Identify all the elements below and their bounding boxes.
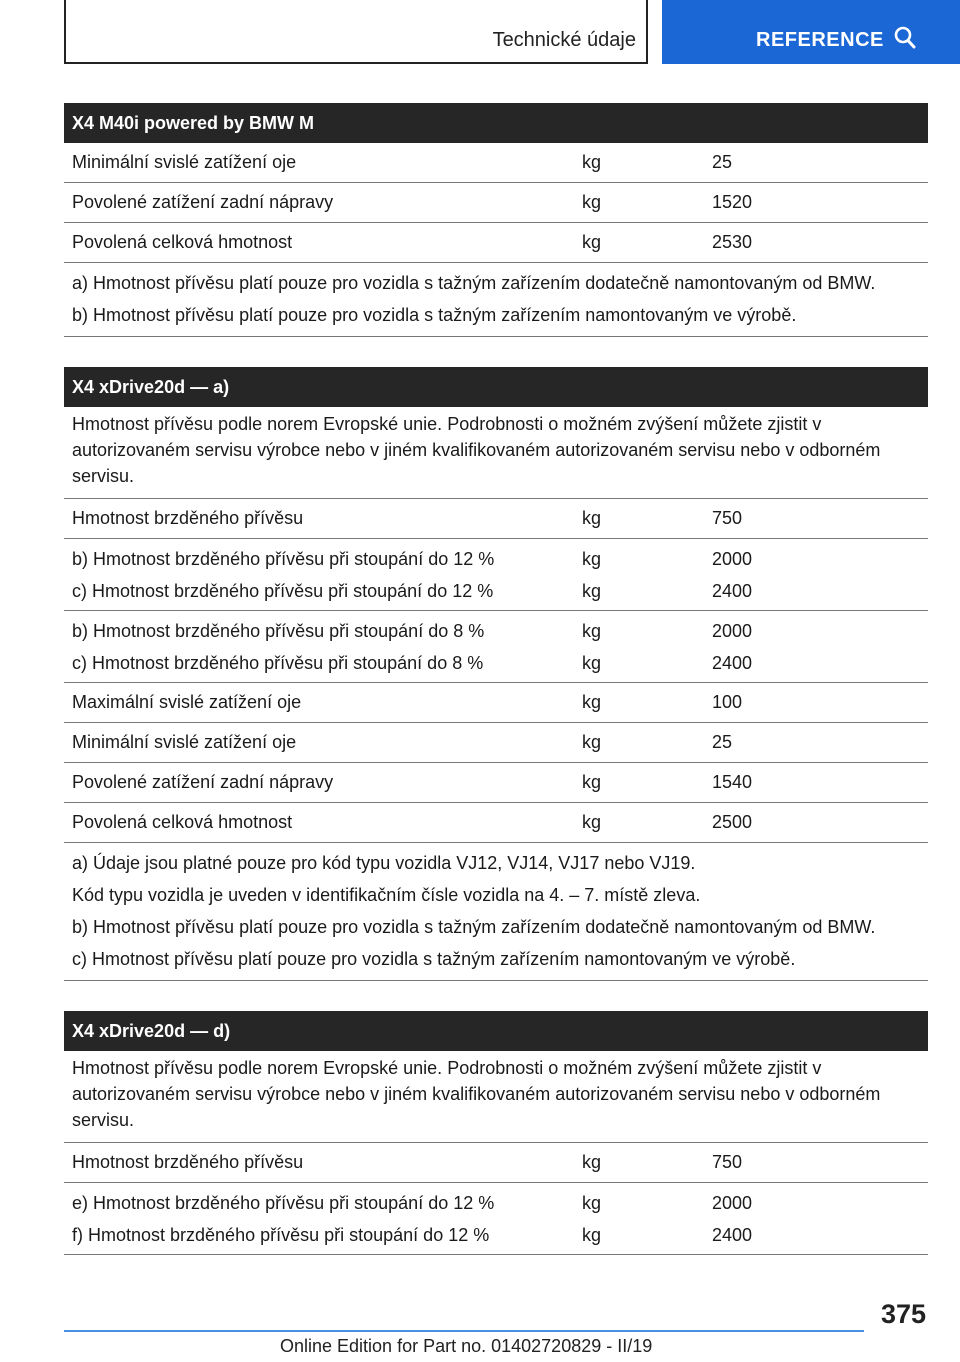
reference-tab[interactable] [662, 0, 960, 64]
row-label: c) Hmotnost brzděného přívěsu při stoupání do 12 % [72, 581, 494, 601]
row-label: e) Hmotnost brzděného přívěsu při stoupání do 12 % [72, 1193, 495, 1213]
row-value: 2400 [712, 653, 753, 673]
table-row [64, 499, 928, 539]
section-intro: Hmotnost přívěsu podle norem Evropské unie. Podrobnosti o možném zvýšení můžete zjistit v autorizovaném servisu výrobce nebo v jiném kvalifikovaném autorizovaném servisu nebo v odborném servisu. [64, 1051, 928, 1143]
section-heading: X4 xDrive20d — d) [64, 1011, 928, 1051]
row-unit: kg [582, 1152, 602, 1172]
table-row [64, 723, 928, 763]
row-value: 25 [712, 152, 733, 172]
row-values [712, 1183, 928, 1254]
row-label: b) Hmotnost brzděného přívěsu při stoupání do 12 % [72, 549, 495, 569]
row-units [582, 611, 712, 682]
row-label: Hmotnost brzděného přívěsu [72, 508, 304, 528]
footnote: b) Hmotnost přívěsu platí pouze pro vozidla s tažným zařízením dodatečně namontovaným od BMW. [72, 917, 876, 937]
header-section-tab [64, 0, 648, 64]
section-x4-m40i [64, 103, 928, 337]
row-value: 2400 [712, 1225, 753, 1245]
search-icon[interactable] [894, 26, 916, 55]
row-value: 2000 [712, 1193, 753, 1213]
edition-text: Online Edition for Part no. 01402720829 - II/19 [280, 1336, 653, 1356]
content [64, 103, 928, 1285]
table-row [64, 143, 928, 183]
section-title: Technické údaje [492, 29, 636, 51]
row-unit: kg [582, 508, 602, 528]
footnotes [64, 843, 928, 981]
table-row [64, 1143, 928, 1183]
row-value: 1520 [712, 192, 753, 212]
row-label: Minimální svislé zatížení oje [72, 152, 297, 172]
row-label: Povolená celková hmotnost [72, 232, 293, 252]
footnotes [64, 263, 928, 337]
footnote: a) Údaje jsou platné pouze pro kód typu vozidla VJ12, VJ14, VJ17 nebo VJ19. [72, 853, 696, 873]
section-x4-xdrive20d-d [64, 1011, 928, 1255]
row-unit: kg [582, 692, 602, 712]
footer-divider [64, 1330, 864, 1332]
row-value: 2000 [712, 621, 753, 641]
row-unit: kg [582, 549, 602, 569]
reference-label: REFERENCE [756, 29, 884, 51]
row-units [582, 1183, 712, 1254]
row-unit: kg [582, 152, 602, 172]
section-x4-xdrive20d-a [64, 367, 928, 981]
table-row [64, 1183, 928, 1255]
table-row [64, 803, 928, 843]
row-label: Maximální svislé zatížení oje [72, 692, 302, 712]
page-number: 375 [880, 1299, 926, 1329]
row-values [712, 539, 928, 610]
footnote: a) Hmotnost přívěsu platí pouze pro vozidla s tažným zařízením dodatečně namontovaným od BMW. [72, 273, 876, 293]
table-row [64, 223, 928, 263]
row-value: 2500 [712, 812, 753, 832]
row-labels [64, 611, 582, 682]
row-unit: kg [582, 232, 602, 252]
row-unit: kg [582, 621, 602, 641]
row-unit: kg [582, 1193, 602, 1213]
row-label: c) Hmotnost brzděného přívěsu při stoupání do 8 % [72, 653, 484, 673]
row-unit: kg [582, 732, 602, 752]
table-row [64, 611, 928, 683]
section-heading: X4 xDrive20d — a) [64, 367, 928, 407]
row-label: Hmotnost brzděného přívěsu [72, 1152, 304, 1172]
row-value: 100 [712, 692, 743, 712]
footnote: b) Hmotnost přívěsu platí pouze pro vozidla s tažným zařízením namontovaným ve výrobě. [72, 305, 797, 325]
row-labels [64, 1183, 582, 1254]
row-label: f) Hmotnost brzděného přívěsu při stoupání do 12 % [72, 1225, 490, 1245]
row-unit: kg [582, 1225, 602, 1245]
section-heading: X4 M40i powered by BMW M [64, 103, 928, 143]
row-label: Minimální svislé zatížení oje [72, 732, 297, 752]
table-row [64, 539, 928, 611]
row-units [582, 539, 712, 610]
table-row [64, 683, 928, 723]
row-value: 750 [712, 1152, 743, 1172]
row-label: b) Hmotnost brzděného přívěsu při stoupání do 8 % [72, 621, 485, 641]
footnote: c) Hmotnost přívěsu platí pouze pro vozidla s tažným zařízením namontovaným ve výrobě. [72, 949, 796, 969]
row-label: Povolené zatížení zadní nápravy [72, 772, 334, 792]
row-value: 1540 [712, 772, 753, 792]
row-labels [64, 539, 582, 610]
row-label: Povolená celková hmotnost [72, 812, 293, 832]
row-value: 2000 [712, 549, 753, 569]
row-unit: kg [582, 812, 602, 832]
row-unit: kg [582, 653, 602, 673]
section-intro: Hmotnost přívěsu podle norem Evropské unie. Podrobnosti o možném zvýšení můžete zjistit v autorizovaném servisu výrobce nebo v jiném kvalifikovaném autorizovaném servisu nebo v odborném servisu. [64, 407, 928, 499]
row-label: Povolené zatížení zadní nápravy [72, 192, 334, 212]
row-value: 25 [712, 732, 733, 752]
row-value: 2400 [712, 581, 753, 601]
table-row [64, 763, 928, 803]
row-unit: kg [582, 581, 602, 601]
table-row [64, 183, 928, 223]
footnote: Kód typu vozidla je uveden v identifikačním čísle vozidla na 4. – 7. místě zleva. [72, 885, 701, 905]
row-values [712, 611, 928, 682]
row-value: 2530 [712, 232, 753, 252]
row-unit: kg [582, 772, 602, 792]
row-value: 750 [712, 508, 743, 528]
row-unit: kg [582, 192, 602, 212]
